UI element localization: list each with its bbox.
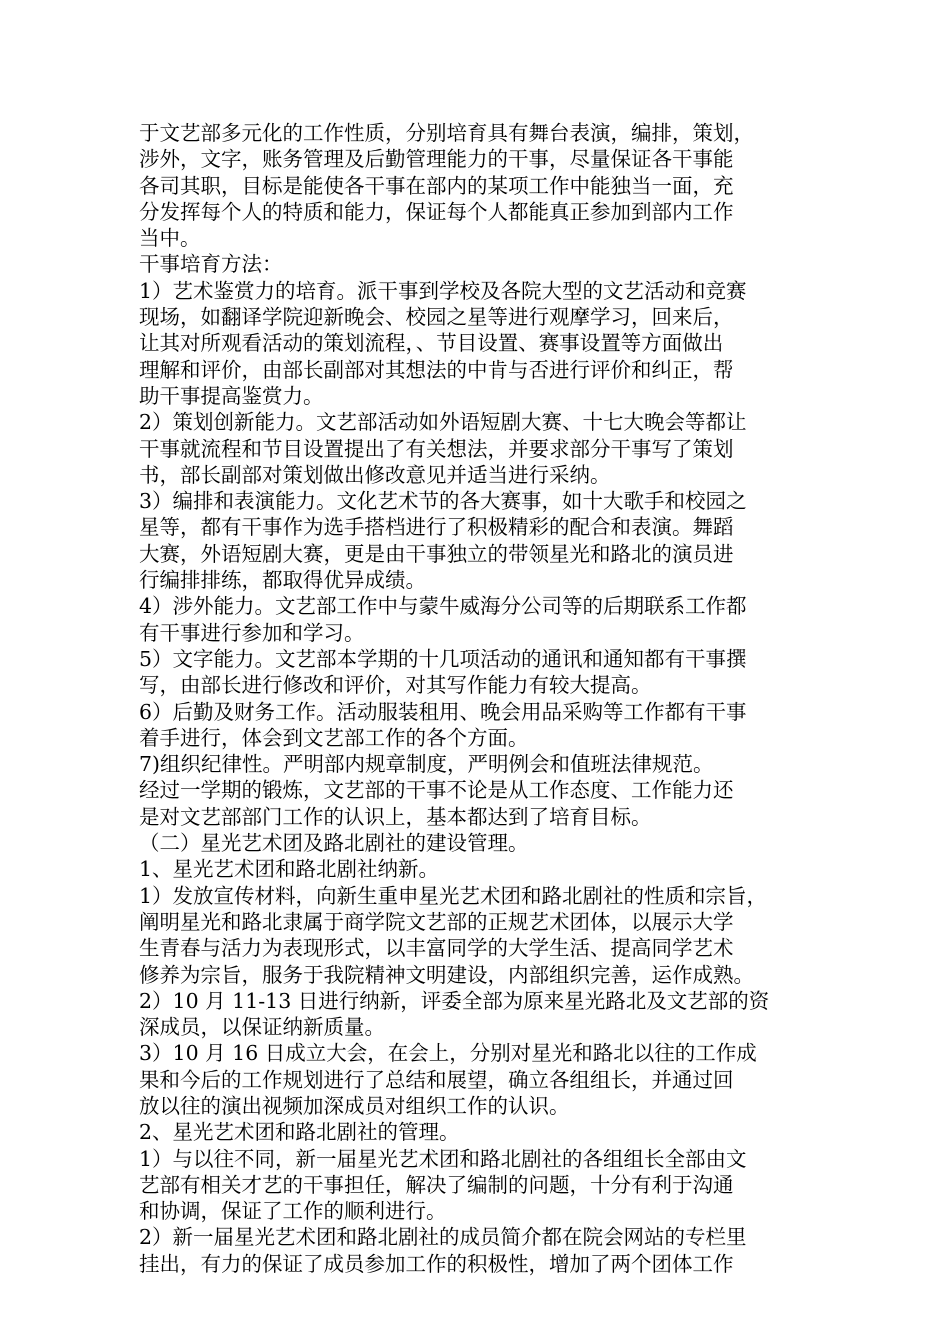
text-line: 和协调，保证了工作的顺利进行。 xyxy=(139,1199,447,1224)
text-line: 1）发放宣传材料，向新生重申星光艺术团和路北剧社的性质和宗旨， xyxy=(139,883,768,908)
text-line: 2、星光艺术团和路北剧社的管理。 xyxy=(139,1120,460,1145)
text-line: 3）编排和表演能力。文化艺术节的各大赛事，如十大歌手和校园之 xyxy=(139,489,747,514)
text-line: 各司其职，目标是能使各干事在部内的某项工作中能独当一面，充 xyxy=(139,173,734,198)
document-body xyxy=(139,120,819,1277)
text-line: 深成员，以保证纳新质量。 xyxy=(139,1015,385,1040)
text-line: 放以往的演出视频加深成员对组织工作的认识。 xyxy=(139,1093,570,1118)
text-line: 艺部有相关才艺的干事担任，解决了编制的问题，十分有利于沟通 xyxy=(139,1172,734,1197)
text-line: 助干事提高鉴赏力。 xyxy=(139,383,324,408)
text-line: 行编排排练，都取得优异成绩。 xyxy=(139,568,426,593)
text-line: 1）与以往不同，新一届星光艺术团和路北剧社的各组组长全部由文 xyxy=(139,1146,747,1171)
text-line: 写，由部长进行修改和评价，对其写作能力有较大提高。 xyxy=(139,673,652,698)
text-line: （二）星光艺术团及路北剧社的建设管理。 xyxy=(139,831,529,856)
text-line: 书，部长副部对策划做出修改意见并适当进行采纳。 xyxy=(139,462,611,487)
text-line: 1）艺术鉴赏力的培育。派干事到学校及各院大型的文艺活动和竞赛 xyxy=(139,278,747,303)
text-line: 3）10 月 16 日成立大会，在会上，分别对星光和路北以往的工作成 xyxy=(139,1041,757,1066)
text-line: 2）10 月 11-13 日进行纳新，评委全部为原来星光路北及文艺部的资 xyxy=(139,988,770,1013)
text-line: 7)组织纪律性。严明部内规章制度，严明例会和值班法律规范。 xyxy=(139,752,714,777)
text-line: 于文艺部多元化的工作性质，分别培育具有舞台表演，编排，策划， xyxy=(139,121,754,145)
text-line: 着手进行，体会到文艺部工作的各个方面。 xyxy=(139,725,529,750)
text-line: 1、星光艺术团和路北剧社纳新。 xyxy=(139,857,440,882)
text-line: 果和今后的工作规划进行了总结和展望，确立各组组长，并通过回 xyxy=(139,1067,734,1092)
text-line: 让其对所观看活动的策划流程，、节目设置、赛事设置等方面做出 xyxy=(139,331,724,356)
text-line: 干事就流程和节目设置提出了有关想法，并要求部分干事写了策划 xyxy=(139,436,734,461)
text-line: 大赛，外语短剧大赛，更是由干事独立的带领星光和路北的演员进 xyxy=(139,541,734,566)
text-line: 涉外，文字，账务管理及后勤管理能力的干事，尽量保证各干事能 xyxy=(139,147,734,172)
text-line: 修养为宗旨，服务于我院精神文明建设，内部组织完善，运作成熟。 xyxy=(139,962,754,987)
text-line: 4）涉外能力。文艺部工作中与蒙牛威海分公司等的后期联系工作都 xyxy=(139,594,747,619)
text-line: 2）策划创新能力。文艺部活动如外语短剧大赛、十七大晚会等都让 xyxy=(139,410,747,435)
text-line: 2）新一届星光艺术团和路北剧社的成员简介都在院会网站的专栏里 xyxy=(139,1225,747,1250)
text-line: 挂出，有力的保证了成员参加工作的积极性，增加了两个团体工作 xyxy=(139,1251,734,1276)
text-line: 干事培育方法： xyxy=(139,252,283,277)
text-line: 生青春与活力为表现形式，以丰富同学的大学生活、提高同学艺术 xyxy=(139,936,734,961)
text-line: 5）文字能力。文艺部本学期的十几项活动的通讯和通知都有干事撰 xyxy=(139,646,747,671)
text-line: 6）后勤及财务工作。活动服装租用、晚会用品采购等工作都有干事 xyxy=(139,699,747,724)
text-line: 经过一学期的锻炼，文艺部的干事不论是从工作态度、工作能力还 xyxy=(139,778,734,803)
text-line: 分发挥每个人的特质和能力，保证每个人都能真正参加到部内工作 xyxy=(139,199,734,224)
text-line: 有干事进行参加和学习。 xyxy=(139,620,365,645)
text-line: 现场，如翻译学院迎新晚会、校园之星等进行观摩学习，回来后， xyxy=(139,305,734,330)
text-line: 阐明星光和路北隶属于商学院文艺部的正规艺术团体，以展示大学 xyxy=(139,909,734,934)
text-line: 理解和评价，由部长副部对其想法的中肯与否进行评价和纠正，帮 xyxy=(139,357,734,382)
text-line: 当中。 xyxy=(139,226,201,251)
text-line: 是对文艺部部门工作的认识上，基本都达到了培育目标。 xyxy=(139,804,652,829)
text-line: 星等，都有干事作为选手搭档进行了积极精彩的配合和表演。舞蹈 xyxy=(139,515,734,540)
